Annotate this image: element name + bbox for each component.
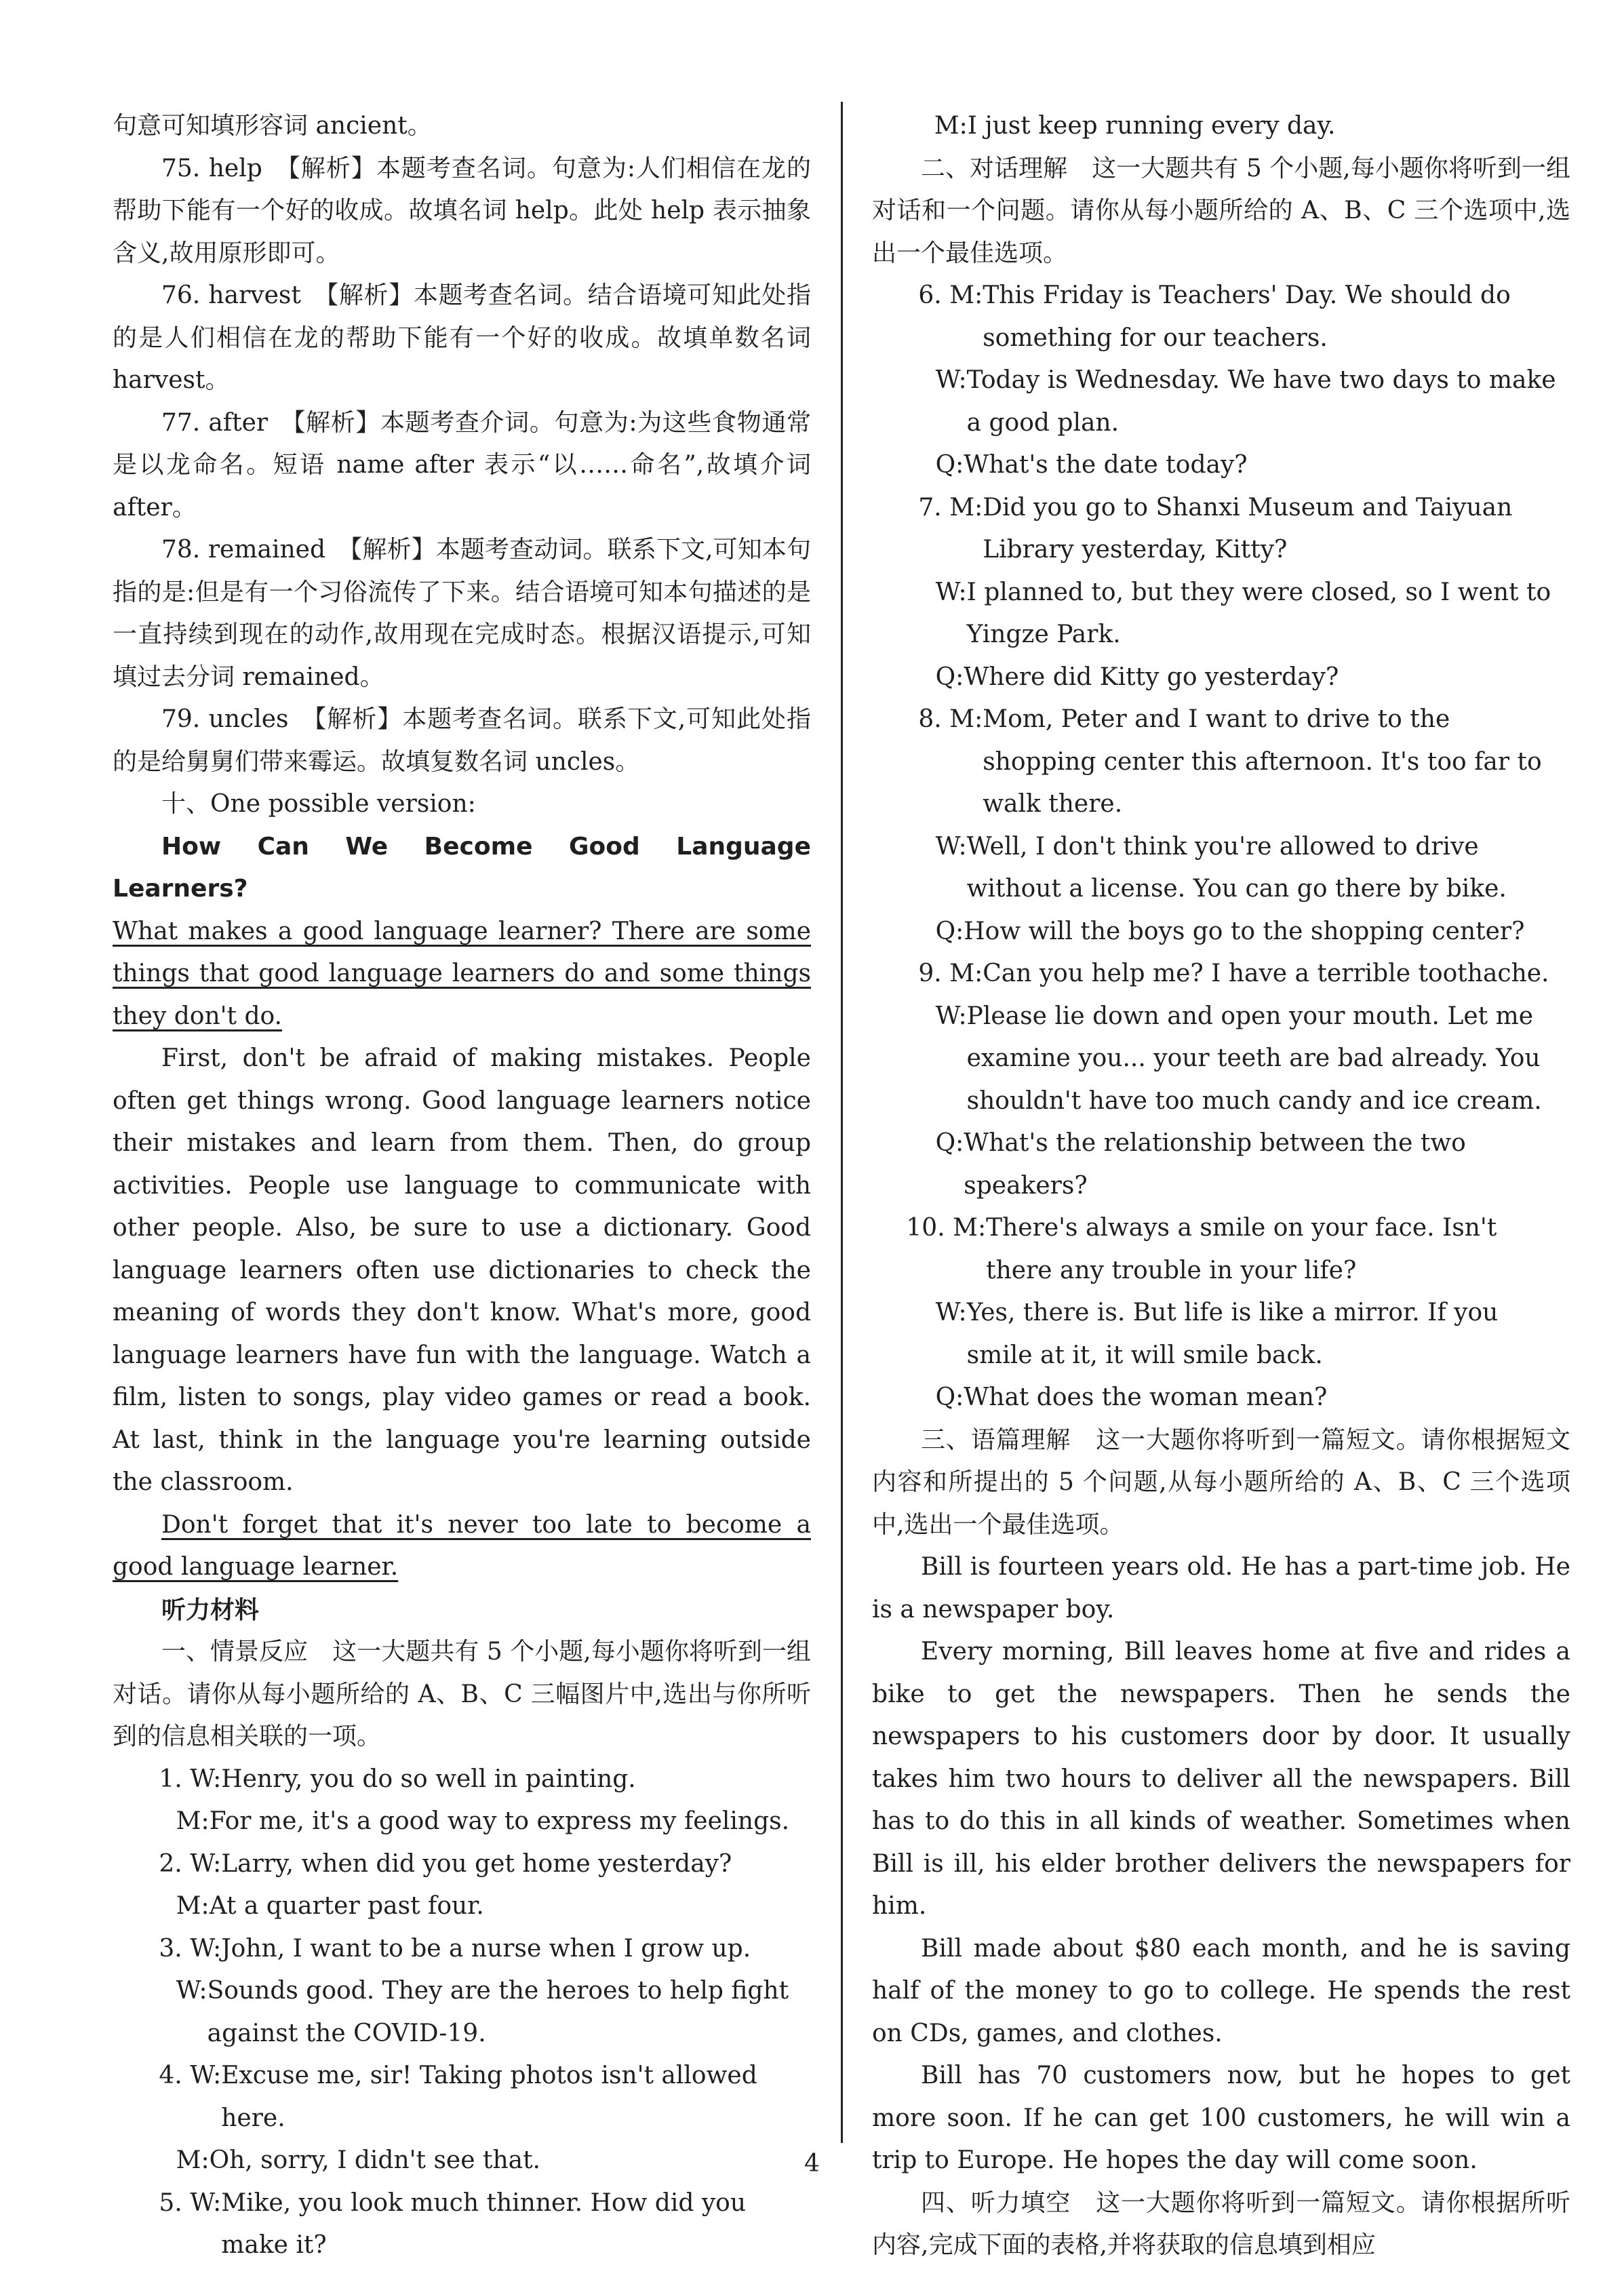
speaker-label	[936, 1122, 964, 1207]
question-number: 1.	[159, 1765, 182, 1793]
speaker-label	[936, 444, 964, 487]
listening-heading: 听力材料	[161, 1595, 260, 1624]
dialogue-line	[872, 911, 1570, 953]
answer-item	[113, 699, 811, 783]
answer-number: 77.	[161, 408, 201, 437]
dialogue-text: Today is Wednesday. We have two days to make a good plan.	[966, 366, 1556, 437]
dialogue-text: I just keep running every day.	[967, 112, 1336, 140]
answer-list	[113, 148, 811, 784]
dialogue-text: Oh, sorry, I didn't see that.	[209, 2146, 541, 2174]
speaker-label	[159, 1928, 221, 1971]
dialogue-line	[872, 487, 1570, 572]
dialogue-text: Please lie down and open your mouth. Let me examine you... your teeth are bad already. You shouldn't have too much candy and ice cream.	[966, 1002, 1542, 1115]
answer-item	[113, 402, 811, 530]
analysis-text: 本题考查介词。句意为:为这些食物通常是以龙命名。短语 name after 表示“以……命名”,故填介词 after。	[113, 408, 811, 522]
answer-item	[113, 275, 811, 402]
dialogue-text: What's the relationship between the two speakers?	[964, 1129, 1466, 1200]
answer-word: help	[208, 154, 262, 182]
speaker-label	[918, 275, 983, 359]
speaker-mark: M:	[176, 1807, 210, 1835]
passage-paragraph: Bill made about $80 each month, and he is saving half of the money to go to college. He spends the rest on CDs, games, and clothes.	[872, 1934, 1570, 2047]
dialogue-line	[113, 1970, 811, 2055]
analysis-tag: 【解析】	[326, 281, 414, 309]
continued-text: 句意可知填形容词 ancient。	[113, 112, 432, 140]
speaker-label	[936, 359, 967, 444]
speaker-mark: W:	[190, 1765, 222, 1793]
part-four-intro: 四、听力填空 这一大题你将听到一篇短文。请你根据所听内容,完成下面的表格,并将获取的信息填到相应	[872, 2188, 1570, 2259]
speaker-label	[176, 1885, 210, 1928]
analysis-text: 本题考查名词。结合语境可知此处指的是人们相信在龙的帮助下能有一个好的收成。故填单数名词 harvest。	[113, 281, 811, 394]
speaker-label	[918, 487, 983, 572]
speaker-mark: Q:	[935, 917, 964, 945]
dialogue-line	[113, 1758, 811, 1801]
essay-title: How Can We Become Good Language Learners?	[113, 832, 811, 903]
speaker-mark: W:	[935, 1002, 967, 1030]
speaker-mark: W:	[176, 1977, 207, 2005]
answer-item	[113, 148, 811, 275]
answer-word: harvest	[208, 281, 301, 309]
answer-item	[113, 529, 811, 699]
section-ten-heading: 十、One possible version:	[161, 790, 476, 818]
dialogue-text: What does the woman mean?	[964, 1383, 1328, 1411]
question-number: 4.	[159, 2062, 182, 2089]
dialogue-text: Did you go to Shanxi Museum and Taiyuan Library yesterday, Kitty?	[983, 493, 1513, 564]
speaker-label	[906, 1207, 986, 1292]
answer-number: 75.	[161, 154, 201, 182]
essay-body: First, don't be afraid of making mistakes. People often get things wrong. Good language learners notice their mistakes and learn from them. Then, do group activities. People use language to communicate with other people. Also, be sure to use a dictionary. Good language learners often use dictionaries to check the meaning of words they don't know. What's more, good language learners have fun with the language. Watch a film, listen to songs, play video games or read a book. At last, think in the language you're learning outside the classroom.	[113, 1044, 811, 1496]
question-number: 2.	[159, 1849, 182, 1878]
dialogue-line	[872, 1292, 1570, 1377]
answer-word: uncles	[208, 705, 289, 733]
speaker-label	[936, 1377, 964, 1419]
question-number: 5.	[159, 2188, 182, 2217]
speaker-label	[936, 1292, 967, 1377]
passage-paragraph: Bill is fourteen years old. He has a part-time job. He is a newspaper boy.	[872, 1553, 1570, 1624]
speaker-mark: M:	[949, 493, 983, 522]
dialogue-text: Can you help me? I have a terrible toothache.	[983, 960, 1549, 987]
speaker-mark: M:	[949, 281, 983, 309]
dialogue-line	[113, 1843, 811, 1886]
dialogue-line	[872, 953, 1570, 996]
dialogue-line	[113, 2182, 811, 2267]
right-column	[872, 105, 1570, 2267]
part-two-intro: 二、对话理解 这一大题共有 5 个小题,每小题你将听到一组对话和一个问题。请你从每小题所给的 A、B、C 三个选项中,选出一个最佳选项。	[872, 154, 1570, 267]
speaker-mark: W:	[935, 366, 967, 394]
dialogue-text: How will the boys go to the shopping center?	[964, 917, 1525, 945]
dialogue-text: Mom, Peter and I want to drive to the shopping center this afternoon. It's too far to walk there.	[983, 705, 1542, 818]
dialogue-line	[113, 1885, 811, 1928]
question-number: 7.	[918, 493, 942, 522]
question-number: 10.	[906, 1214, 945, 1242]
speaker-mark: W:	[190, 1934, 222, 1963]
speaker-mark: M:	[953, 1214, 987, 1242]
speaker-label	[936, 826, 967, 911]
passage-paragraph: Every morning, Bill leaves home at five and rides a bike to get the newspapers. Then he sends the newspapers to his customers door by door. It usually takes him two hours to deliver all the newspapers. Bill has to do this in all kinds of weather. Sometimes when Bill is ill, his elder brother delivers the newspapers for him.	[872, 1638, 1570, 1920]
dialogue-line	[872, 444, 1570, 487]
dialogue-text: For me, it's a good way to express my feelings.	[209, 1807, 790, 1835]
dialogue-line	[872, 1122, 1570, 1207]
dialogue-line	[872, 1377, 1570, 1419]
speaker-mark: W:	[190, 2062, 222, 2089]
essay-conclusion: Don't forget that it's never too late to become a good language learner.	[113, 1510, 811, 1581]
answer-number: 76.	[161, 281, 201, 309]
speaker-label	[176, 1970, 207, 2055]
listening-passage	[872, 1546, 1570, 2182]
dialogue-text: Larry, when did you get home yesterday?	[221, 1849, 732, 1878]
dialogue-line	[872, 275, 1570, 359]
dialogue-text: Henry, you do so well in painting.	[221, 1765, 636, 1793]
speaker-mark: W:	[190, 2188, 222, 2217]
speaker-mark: Q:	[935, 1383, 964, 1411]
part-one-dialogues	[113, 1758, 811, 2267]
dialogue-text: Where did Kitty go yesterday?	[964, 663, 1339, 691]
dialogue-text: What's the date today?	[964, 451, 1248, 479]
speaker-mark: W:	[190, 1849, 222, 1878]
speaker-label	[176, 1801, 210, 1843]
question-number: 3.	[159, 1934, 182, 1963]
analysis-tag: 【解析】	[288, 154, 376, 182]
part-three-intro: 三、语篇理解 这一大题你将听到一篇短文。请你根据短文内容和所提出的 5 个问题,从每小题所给的 A、B、C 三个选项中,选出一个最佳选项。	[872, 1425, 1570, 1539]
dialogue-text: John, I want to be a nurse when I grow up.	[221, 1934, 751, 1963]
dialogue-line	[113, 1928, 811, 1971]
dialogue-line	[872, 572, 1570, 656]
analysis-text: 本题考查名词。联系下文,可知此处指的是给舅舅们带来霉运。故填复数名词 uncles。	[113, 705, 811, 776]
speaker-mark: W:	[935, 578, 967, 606]
analysis-tag: 【解析】	[314, 705, 403, 733]
left-column	[113, 105, 811, 2267]
speaker-label	[936, 572, 967, 656]
speaker-mark: M:	[176, 2146, 210, 2174]
page-number: 4	[804, 2150, 820, 2178]
part-one-intro: 一、情景反应 这一大题共有 5 个小题,每小题你将听到一组对话。请你从每小题所给的 A、B、C 三幅图片中,选出与你所听到的信息相关联的一项。	[113, 1638, 811, 1750]
part-two-dialogues	[872, 275, 1570, 1419]
speaker-label: M:	[934, 112, 968, 140]
dialogue-line	[872, 996, 1570, 1123]
speaker-label	[936, 911, 964, 953]
speaker-mark: M:	[949, 705, 983, 733]
dialogue-line	[872, 105, 1570, 148]
dialogue-text: Mike, you look much thinner. How did you make it?	[221, 2188, 747, 2259]
analysis-tag: 【解析】	[350, 536, 436, 564]
speaker-label	[159, 2055, 221, 2140]
dialogue-text: There's always a smile on your face. Isn't there any trouble in your life?	[986, 1214, 1497, 1284]
analysis-text: 本题考查动词。联系下文,可知本句指的是:但是有一个习俗流传了下来。结合语境可知本句描述的是一直持续到现在的动作,故用现在完成时态。根据汉语提示,可知填过去分词 remained。	[113, 536, 811, 691]
dialogue-text: This Friday is Teachers' Day. We should do something for our teachers.	[983, 281, 1511, 352]
speaker-label	[918, 953, 983, 996]
dialogue-line	[113, 1801, 811, 1843]
dialogue-text: Sounds good. They are the heroes to help fight against the COVID-19.	[207, 1977, 789, 2047]
speaker-mark: Q:	[935, 451, 964, 479]
analysis-tag: 【解析】	[293, 408, 380, 437]
dialogue-line	[113, 2055, 811, 2140]
speaker-label	[936, 996, 967, 1123]
dialogue-text: Well, I don't think you're allowed to drive without a license. You can go there by bike.	[966, 832, 1507, 903]
dialogue-line	[872, 826, 1570, 911]
dialogue-line	[872, 1207, 1570, 1292]
answer-word: remained	[207, 536, 326, 564]
speaker-mark: Q:	[935, 663, 964, 691]
dialogue-text: At a quarter past four.	[209, 1892, 484, 1920]
speaker-mark: Q:	[935, 1129, 964, 1157]
dialogue-line	[872, 359, 1570, 444]
dialogue-text: Excuse me, sir! Taking photos isn't allowed here.	[221, 2062, 757, 2132]
column-divider	[841, 102, 843, 2143]
speaker-mark: M:	[176, 1892, 210, 1920]
speaker-mark: M:	[949, 960, 983, 987]
question-number: 8.	[918, 705, 942, 733]
speaker-mark: W:	[935, 832, 967, 861]
question-number: 9.	[918, 960, 942, 987]
dialogue-text: I planned to, but they were closed, so I went to Yingze Park.	[966, 578, 1551, 648]
speaker-mark: W:	[935, 1299, 967, 1326]
passage-paragraph: Bill has 70 customers now, but he hopes to get more soon. If he can get 100 customers, he will win a trip to Europe. He hopes the day will come soon.	[872, 2062, 1570, 2174]
question-number: 6.	[918, 281, 942, 309]
answer-number: 78.	[161, 536, 201, 564]
answer-word: after	[208, 408, 269, 437]
dialogue-line	[872, 656, 1570, 699]
speaker-label	[159, 1843, 221, 1886]
answer-number: 79.	[161, 705, 201, 733]
dialogue-text: Yes, there is. But life is like a mirror. If you smile at it, it will smile back.	[966, 1299, 1499, 1369]
speaker-label	[936, 656, 964, 699]
speaker-label	[918, 699, 983, 826]
speaker-label	[159, 1758, 221, 1801]
dialogue-line	[872, 699, 1570, 826]
essay-intro: What makes a good language learner? There are some things that good language learners do and some things they don't do.	[113, 917, 811, 1030]
analysis-text: 本题考查名词。句意为:人们相信在龙的帮助下能有一个好的收成。故填名词 help。此处 help 表示抽象含义,故用原形即可。	[113, 154, 811, 267]
speaker-label	[159, 2182, 221, 2267]
